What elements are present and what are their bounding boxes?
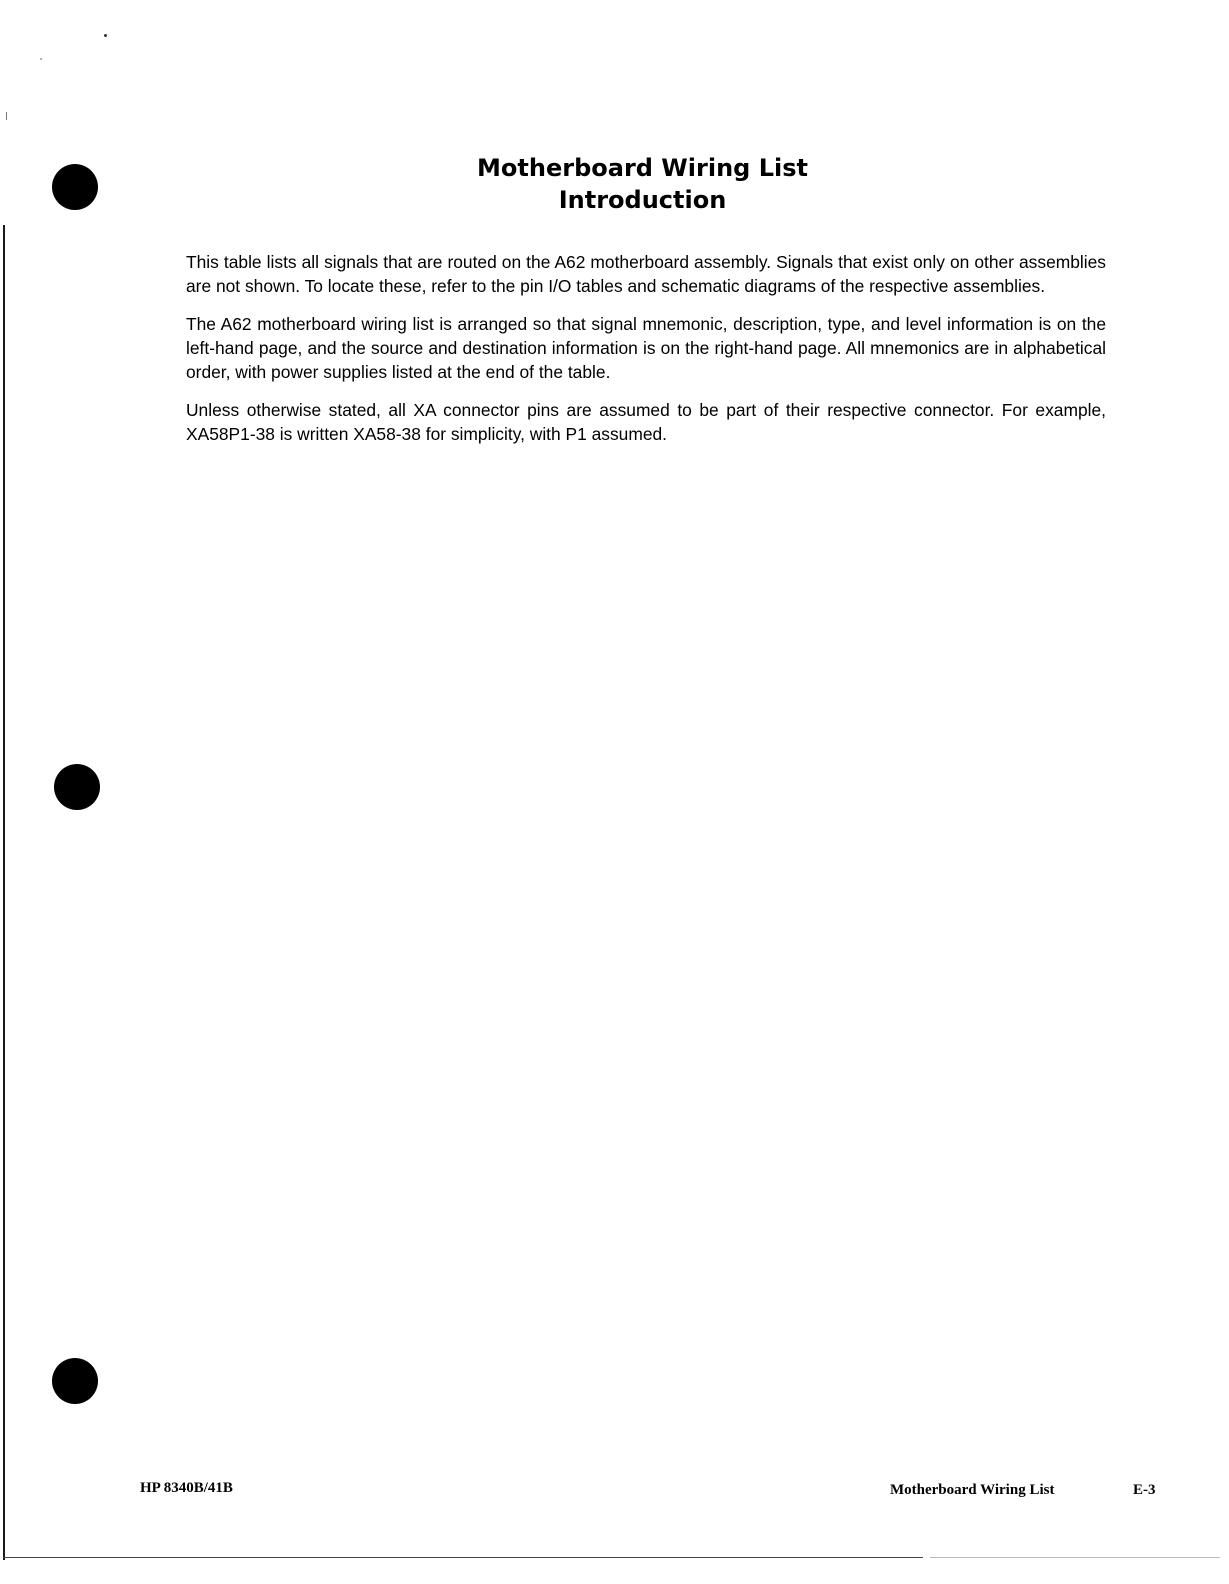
paragraph: This table lists all signals that are routed on the A62 motherboard assembly. Signals that exist only on other assemblies are not shown. To locate these, refer to the pin I/O tables and schematic diagrams of the respective assemblies. — [186, 252, 1106, 296]
footer-section: Motherboard Wiring List — [890, 1482, 1055, 1498]
bottom-rule — [3, 1557, 923, 1558]
page-title-line1: Motherboard Wiring List — [477, 154, 808, 182]
body-text — [186, 250, 1106, 460]
scan-speck — [6, 112, 7, 120]
binding-edge-line — [3, 225, 5, 1560]
punch-hole-middle — [54, 764, 100, 810]
footer-page-number: E-3 — [1133, 1482, 1156, 1498]
scan-speck — [104, 34, 107, 37]
paragraph: The A62 motherboard wiring list is arranged so that signal mnemonic, description, type, and level information is on the left-hand page, and the source and destination information is on the right-hand page. All mnemonics are in alphabetical order, with power supplies listed at the end of the table. — [186, 314, 1106, 382]
footer-model: HP 8340B/41B — [140, 1480, 233, 1496]
scan-speck — [40, 58, 42, 60]
page-title — [0, 152, 1229, 216]
punch-hole-bottom — [52, 1358, 98, 1404]
bottom-rule-tail — [930, 1557, 1220, 1558]
page-title-line2: Introduction — [558, 186, 727, 214]
paragraph: Unless otherwise stated, all XA connector pins are assumed to be part of their respective connector. For example, XA58P1-38 is written XA58-38 for simplicity, with P1 assumed. — [186, 400, 1106, 444]
